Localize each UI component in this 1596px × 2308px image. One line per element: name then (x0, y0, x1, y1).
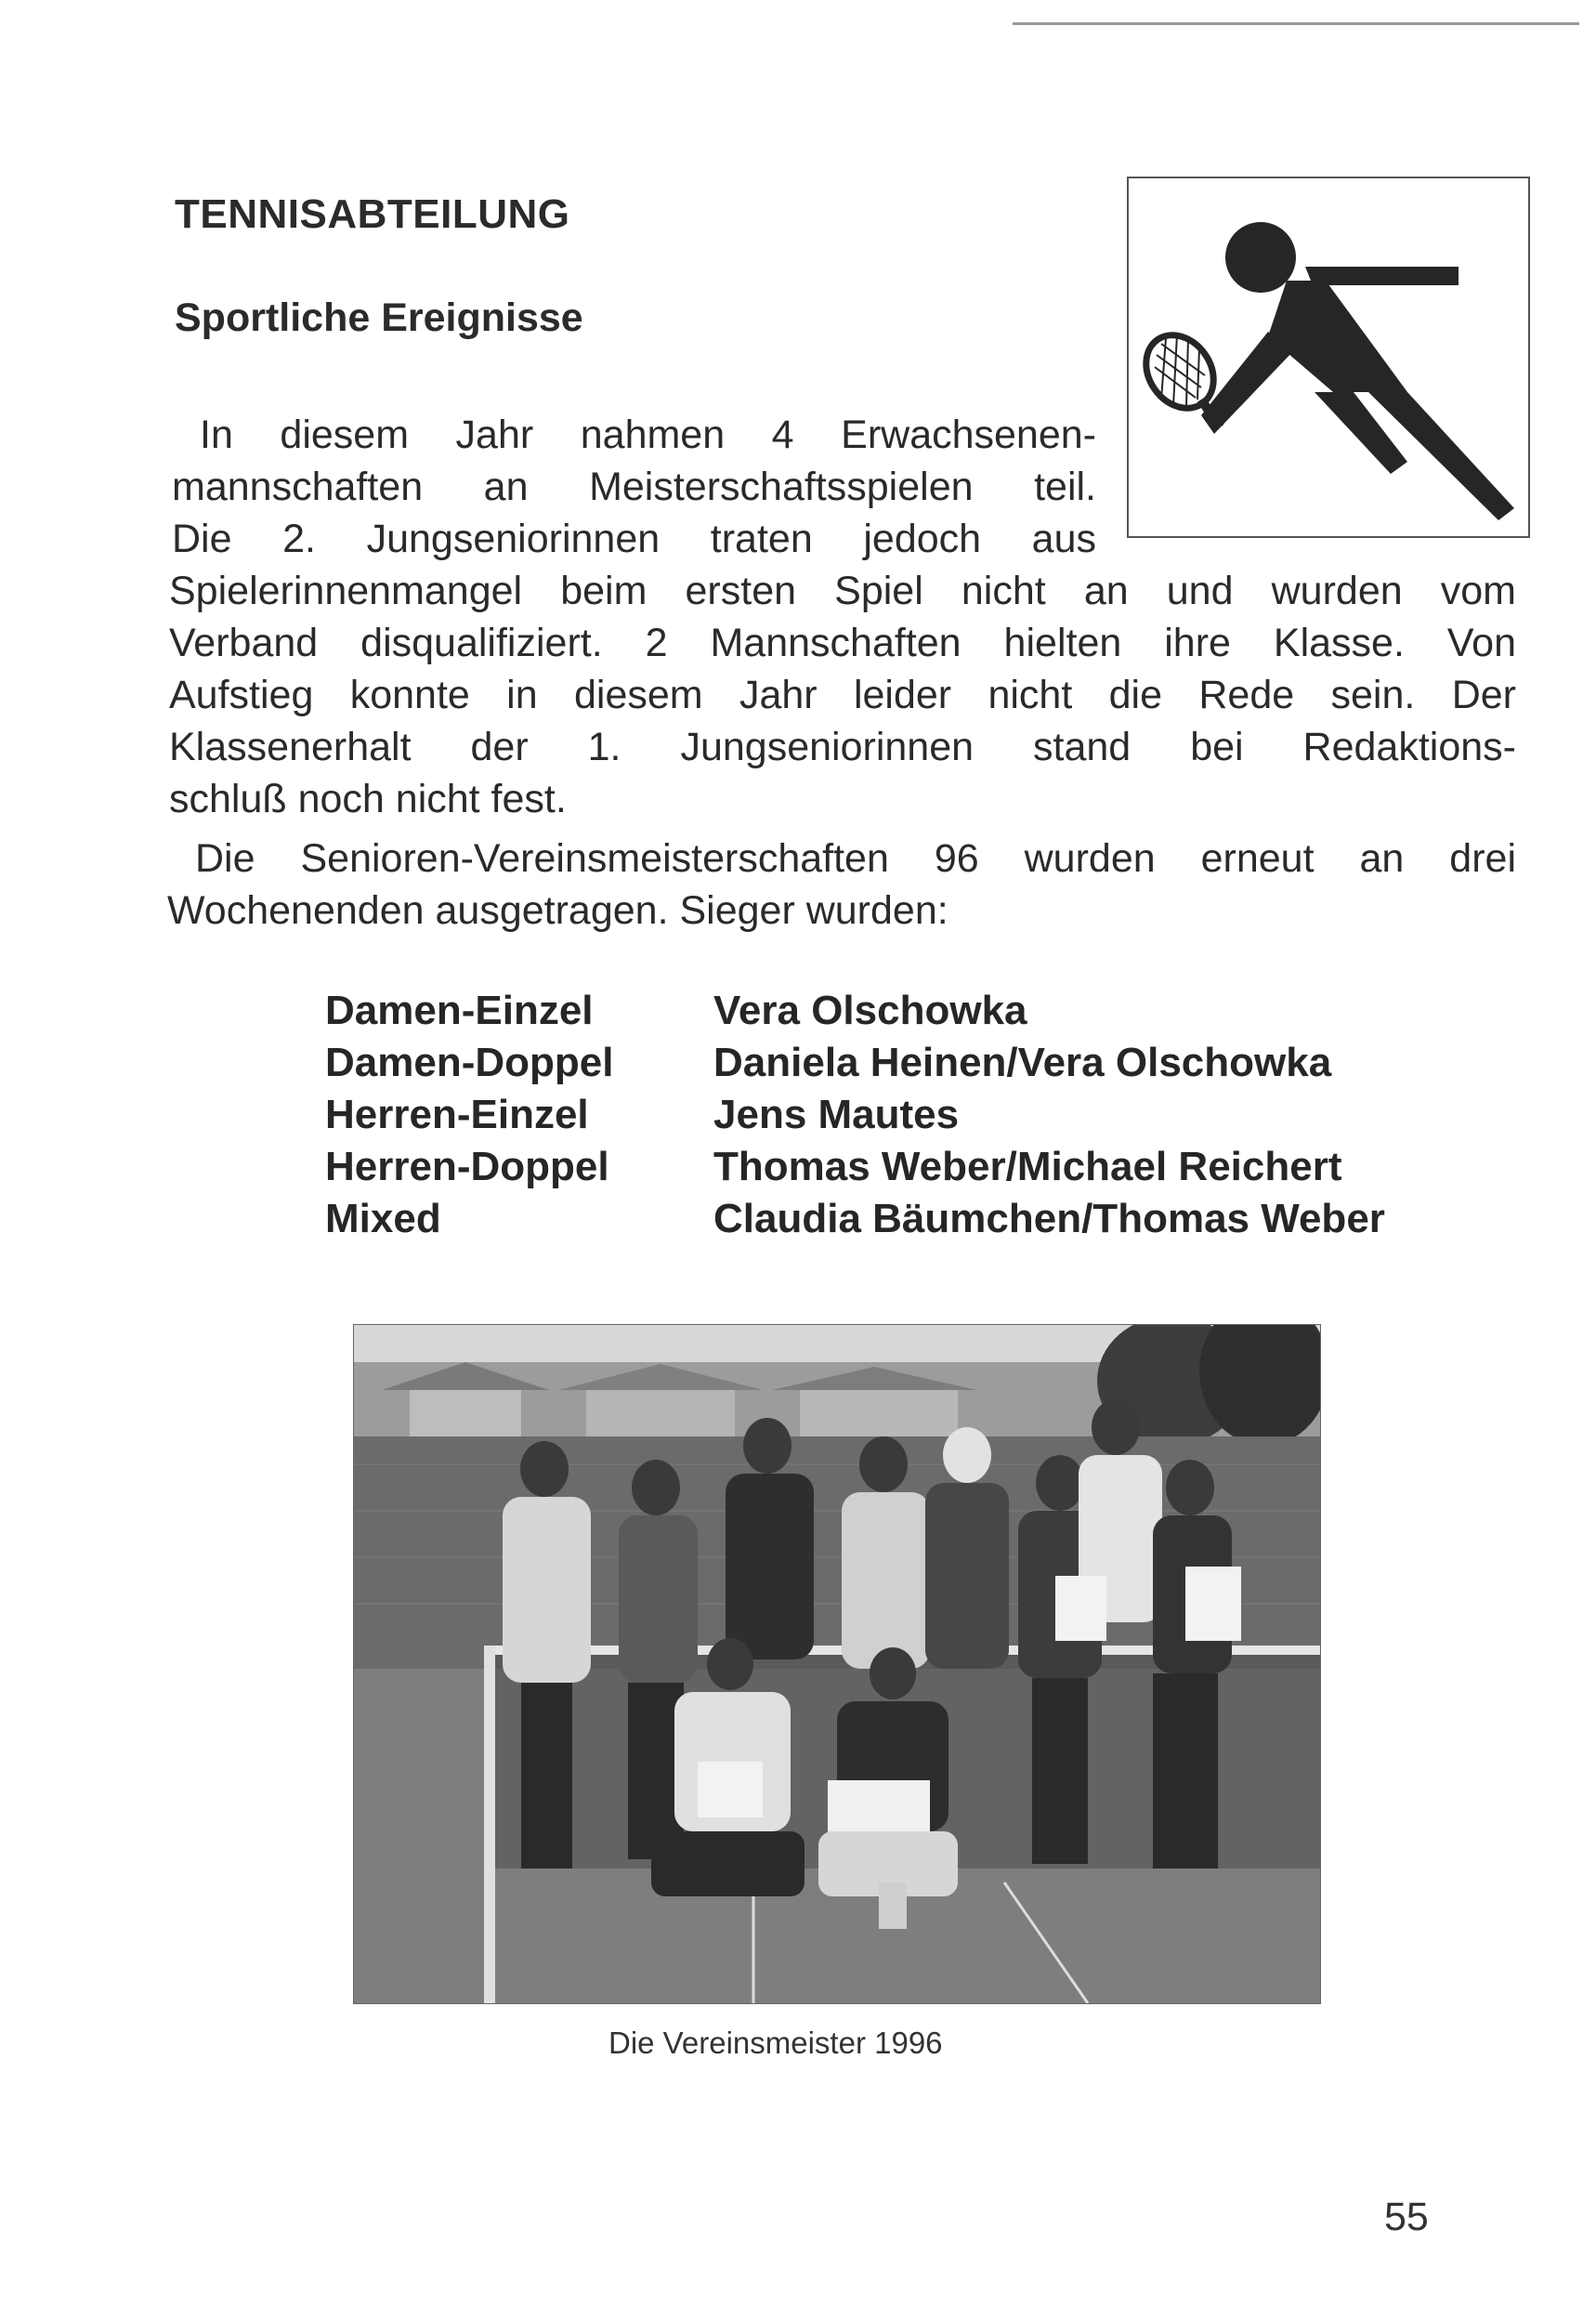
top-rule (1013, 22, 1579, 25)
winner-row (325, 1037, 1514, 1089)
paragraph-championships (167, 833, 1516, 937)
text-line: Die 2. Jungseniorinnen traten jedoch aus (172, 517, 1096, 561)
text-line: schluß noch nicht fest. (169, 777, 567, 821)
team-photo (353, 1324, 1321, 2004)
winner-category: Damen-Einzel (325, 988, 594, 1033)
text-line: Aufstieg konnte in diesem Jahr leider nicht die Rede sein. Der (169, 673, 1516, 717)
winner-category: Herren-Doppel (325, 1144, 609, 1189)
winner-row (325, 1141, 1514, 1193)
winner-row (325, 985, 1514, 1037)
section-heading: Sportliche Ereignisse (175, 295, 583, 340)
tennis-logo (1127, 177, 1530, 538)
text-line: In diesem Jahr nahmen 4 Erwachsenen- (200, 413, 1096, 457)
page-title: TENNISABTEILUNG (175, 191, 570, 237)
text-line: mannschaften an Meisterschaftsspielen teil. (172, 465, 1096, 509)
winner-name: Thomas Weber/Michael Reichert (713, 1144, 1342, 1189)
text-line: Verband disqualifiziert. 2 Mannschaften hielten ihre Klasse. Von (169, 621, 1516, 665)
photo-caption: Die Vereinsmeister 1996 (608, 2026, 943, 2060)
tennis-player-icon (1129, 178, 1528, 536)
winner-category: Damen-Doppel (325, 1040, 614, 1085)
winner-category: Mixed (325, 1196, 441, 1241)
winners-list (325, 985, 1514, 1245)
text-line: Klassenerhalt der 1. Jungseniorinnen stand bei Redaktions- (169, 725, 1516, 769)
paragraph-intro-continued (169, 565, 1516, 825)
winner-name: Vera Olschowka (713, 988, 1027, 1033)
winner-name: Daniela Heinen/Vera Olschowka (713, 1040, 1332, 1085)
team-photo-image (354, 1325, 1320, 2003)
winner-name: Claudia Bäumchen/Thomas Weber (713, 1196, 1385, 1241)
text-line: Die Senioren-Vereinsmeisterschaften 96 wurden erneut an drei (195, 836, 1516, 881)
winner-row (325, 1193, 1514, 1245)
winner-name: Jens Mautes (713, 1092, 960, 1137)
text-line: Wochenenden ausgetragen. Sieger wurden: (167, 888, 948, 933)
winner-category: Herren-Einzel (325, 1092, 589, 1137)
winner-row (325, 1089, 1514, 1141)
paragraph-intro (172, 409, 1096, 565)
text-line: Spielerinnenmangel beim ersten Spiel nicht an und wurden vom (169, 569, 1516, 613)
page-number: 55 (1384, 2195, 1429, 2239)
